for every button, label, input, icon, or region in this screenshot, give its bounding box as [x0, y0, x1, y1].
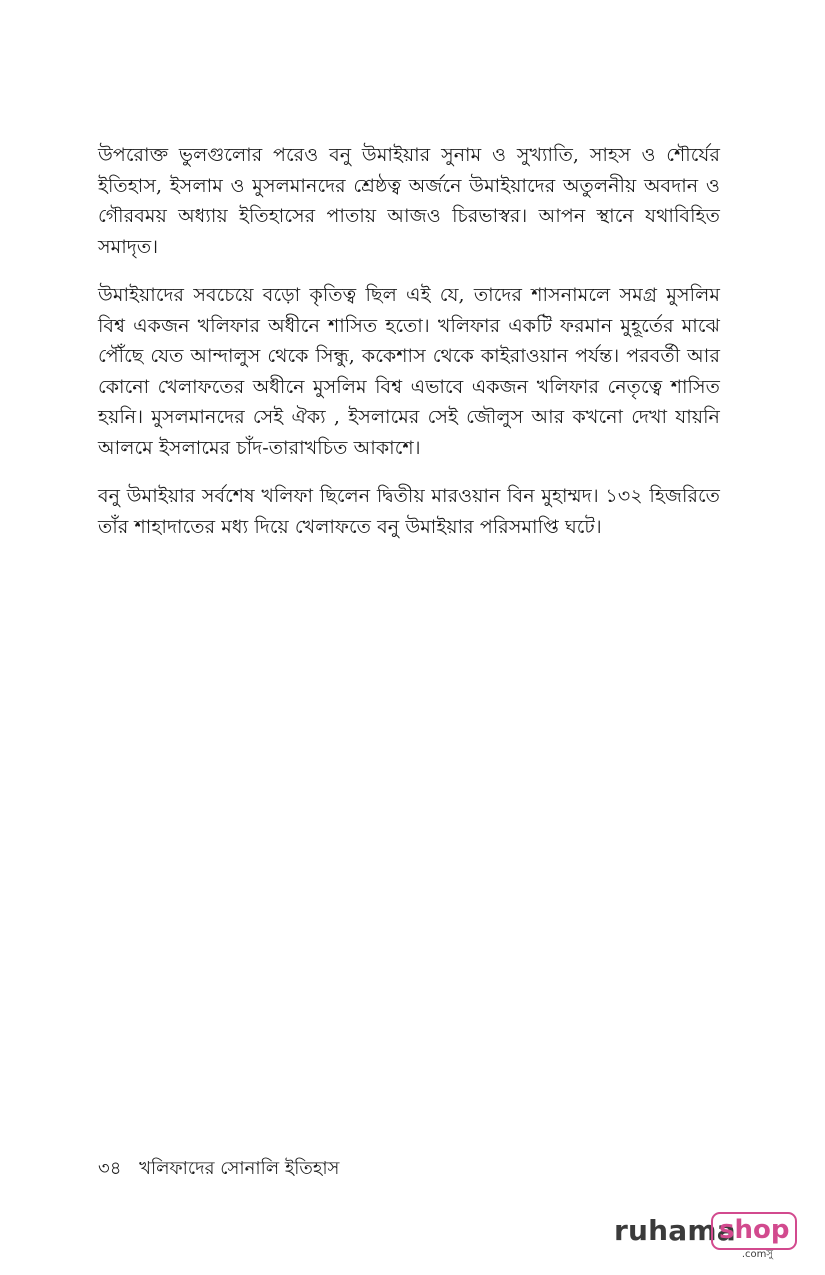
- paragraph-3: বনু উমাইয়ার সর্বশেষ খলিফা ছিলেন দ্বিতীয় মারওয়ান বিন মুহাম্মদ। ১৩২ হিজরিতে তাঁর শাহাদাতের মধ্য দিয়ে খেলাফতে বনু উমাইয়ার পরিসমাপ্তি ঘটে।: [98, 485, 720, 538]
- logo-text-shop: shop: [711, 1212, 797, 1250]
- running-book-title: খলিফাদের সোনালি ইতিহাস: [139, 1158, 340, 1179]
- paragraph-2: উমাইয়াদের সবচেয়ে বড়ো কৃতিত্ব ছিল এই যে, তাদের শাসনামলে সমগ্র মুসলিম বিশ্ব একজন খলিফার অধীনে শাসিত হতো। খলিফার একটি ফরমান মুহূর্তের মাঝে পৌঁছে যেত আন্দালুস থেকে সিন্ধু, ককেশাস থেকে কাইরাওয়ান পর্যন্ত। পরবর্তী আর কোনো খেলাফতের অধীনে মুসলিম বিশ্ব এভাবে একজন খলিফার নেতৃত্বে শাসিত হয়নি। মুসলমানদের সেই ঐক্য , ইসলামের সেই জৌলুস আর কখনো দেখা যায়নি আলমে ইসলামের চাঁদ-তারাখচিত আকাশে।: [98, 284, 720, 459]
- logo-text-suffix: .comসু: [741, 1249, 773, 1260]
- page-footer: [98, 1155, 339, 1183]
- ruhamashop-logo: [614, 1208, 790, 1264]
- page-body: [98, 140, 720, 560]
- paragraph-1: উপরোক্ত ভুলগুলোর পরেও বনু উমাইয়ার সুনাম ও সুখ্যাতি, সাহস ও শৌর্যের ইতিহাস, ইসলাম ও মুসলমানদের শ্রেষ্ঠত্ব অর্জনে উমাইয়াদের অতুলনীয় অবদান ও গৌরবময় অধ্যায় ইতিহাসের পাতায় আজও চিরভাস্বর। আপন স্থানে যথাবিহিত সমাদৃত।: [98, 144, 720, 258]
- logo-text-ruhama: ruhama: [614, 1214, 736, 1247]
- page-number: ৩৪: [98, 1158, 122, 1179]
